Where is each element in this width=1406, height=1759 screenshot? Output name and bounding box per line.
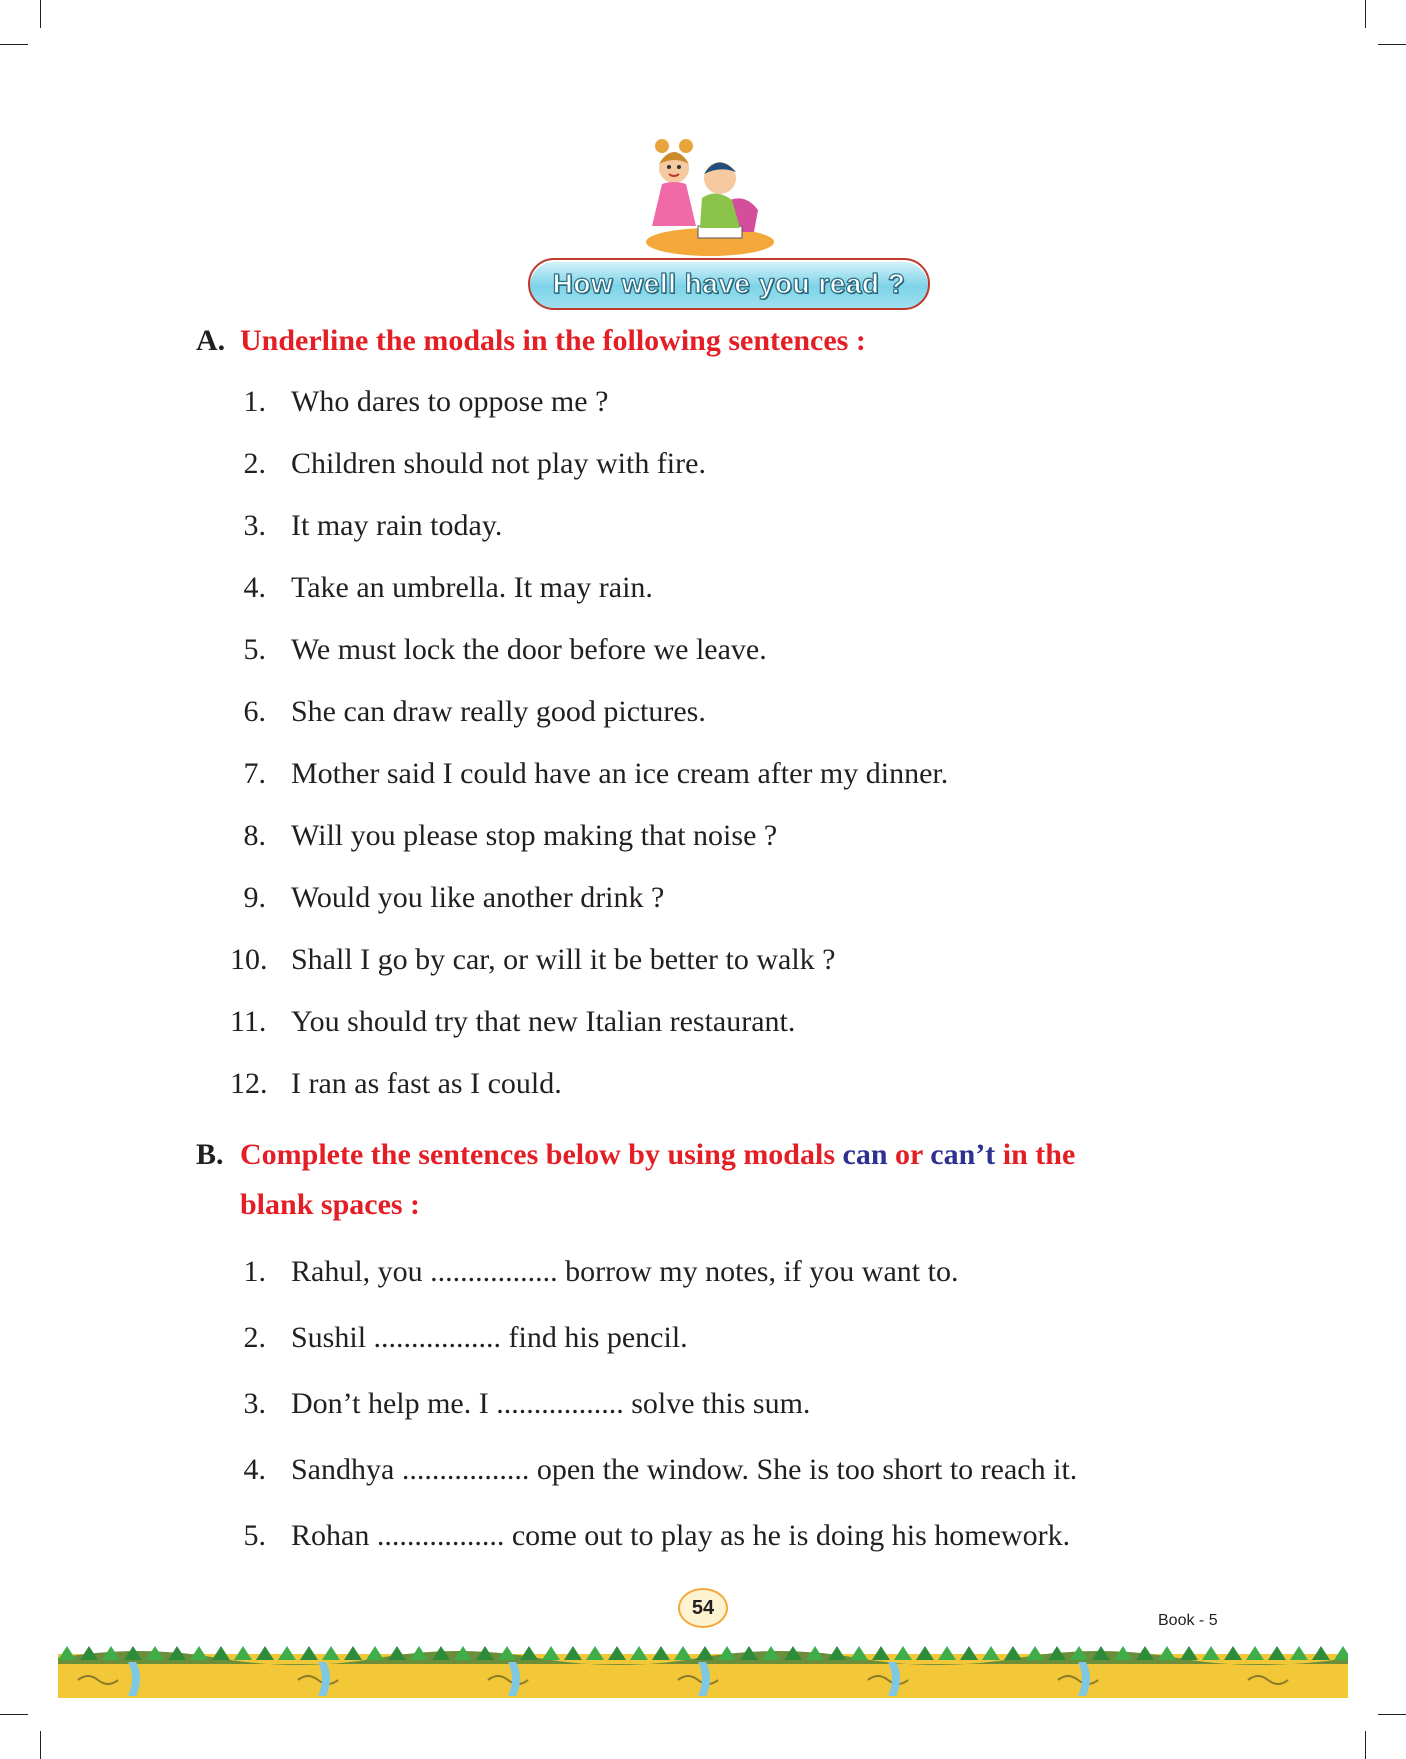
- item-number: 1.: [243, 1255, 266, 1288]
- list-item: [230, 940, 835, 980]
- page-number: 54: [678, 1588, 728, 1628]
- tree-decoration: [190, 1646, 208, 1660]
- crop-mark: [1378, 1714, 1406, 1715]
- item-number: 11.: [230, 1005, 267, 1038]
- list-item: [230, 1516, 1070, 1556]
- tree-decoration: [718, 1646, 736, 1660]
- crop-mark: [1378, 44, 1406, 45]
- list-item: [230, 568, 653, 608]
- section-a-instruction: Underline the modals in the following sentences :: [240, 324, 866, 357]
- section-b-letter: B.: [196, 1138, 224, 1171]
- item-number: 5.: [243, 1519, 266, 1552]
- tree-decoration: [586, 1646, 604, 1660]
- tree-decoration: [1004, 1646, 1022, 1660]
- crop-mark: [40, 1731, 41, 1759]
- tree-decoration: [828, 1646, 846, 1660]
- item-text: We must lock the door before we leave.: [291, 633, 767, 666]
- item-text: Don’t help me. I ................. solve this sum.: [291, 1387, 811, 1420]
- footer-landscape-decoration: [58, 1618, 1348, 1698]
- list-item: [230, 1450, 1077, 1490]
- children-reading-illustration: [640, 130, 780, 258]
- list-item: [230, 692, 706, 732]
- tree-decoration: [542, 1646, 560, 1660]
- list-item: [230, 1002, 795, 1042]
- item-number: 2.: [243, 447, 266, 480]
- list-item: [230, 878, 664, 918]
- tree-decoration: [234, 1646, 252, 1660]
- tree-decoration: [982, 1646, 1000, 1660]
- section-b-instruction-part2: in the: [995, 1138, 1076, 1171]
- list-item: [230, 1384, 810, 1424]
- item-number: 4.: [243, 1453, 266, 1486]
- section-a-heading: [196, 316, 866, 366]
- crop-mark: [0, 44, 28, 45]
- item-text: It may rain today.: [291, 509, 503, 542]
- tree-decoration: [58, 1646, 76, 1660]
- item-number: 3.: [243, 509, 266, 542]
- item-number: 9.: [243, 881, 266, 914]
- item-text: Sushil ................. find his pencil.: [291, 1321, 688, 1354]
- tree-decoration: [894, 1646, 912, 1660]
- item-text: You should try that new Italian restaurant.: [291, 1005, 796, 1038]
- crop-mark: [0, 1714, 28, 1715]
- item-text: Children should not play with fire.: [291, 447, 706, 480]
- banner-title: How well have you read ?: [552, 268, 906, 299]
- tree-decoration: [696, 1646, 714, 1660]
- item-number: 1.: [243, 385, 266, 418]
- list-item: [230, 444, 706, 484]
- list-item: [230, 1064, 562, 1104]
- tree-decoration: [520, 1646, 538, 1660]
- crop-mark: [1365, 1731, 1366, 1759]
- item-text: Mother said I could have an ice cream after my dinner.: [291, 757, 949, 790]
- item-text: Take an umbrella. It may rain.: [291, 571, 653, 604]
- tree-decoration: [322, 1646, 340, 1660]
- item-number: 4.: [243, 571, 266, 604]
- section-banner: [528, 258, 930, 310]
- tree-decoration: [388, 1646, 406, 1660]
- item-text: She can draw really good pictures.: [291, 695, 706, 728]
- item-number: 10.: [230, 943, 268, 976]
- tree-decoration: [960, 1646, 978, 1660]
- tree-decoration: [1202, 1646, 1220, 1660]
- modal-cant: can’t: [930, 1138, 996, 1171]
- list-item: [230, 816, 777, 856]
- item-text: Sandhya ................. open the window. She is too short to reach it.: [291, 1453, 1078, 1486]
- tree-decoration: [1026, 1646, 1044, 1660]
- crop-mark: [1365, 0, 1366, 28]
- section-b-heading: [196, 1130, 1075, 1230]
- list-item: [230, 1318, 688, 1358]
- tree-decoration: [344, 1646, 362, 1660]
- tree-decoration: [1246, 1646, 1264, 1660]
- section-b-instruction-part1: Complete the sentences below by using modals: [240, 1138, 843, 1171]
- tree-decoration: [300, 1646, 318, 1660]
- list-item: [230, 754, 948, 794]
- tree-decoration: [1290, 1646, 1308, 1660]
- tree-decoration: [212, 1646, 230, 1660]
- item-number: 3.: [243, 1387, 266, 1420]
- tree-decoration: [1158, 1646, 1176, 1660]
- tree-decoration: [1312, 1646, 1330, 1660]
- item-number: 2.: [243, 1321, 266, 1354]
- tree-decoration: [630, 1646, 648, 1660]
- tree-decoration: [938, 1646, 956, 1660]
- list-item: [230, 630, 767, 670]
- tree-decoration: [1224, 1646, 1242, 1660]
- tree-decoration: [366, 1646, 384, 1660]
- tree-decoration: [674, 1646, 692, 1660]
- item-text: I ran as fast as I could.: [291, 1067, 562, 1100]
- tree-decoration: [1180, 1646, 1198, 1660]
- section-a-letter: A.: [196, 324, 226, 357]
- item-number: 5.: [243, 633, 266, 666]
- item-text: Rohan ................. come out to play as he is doing his homework.: [291, 1519, 1071, 1552]
- item-text: Shall I go by car, or will it be better to walk ?: [291, 943, 836, 976]
- list-item: [230, 506, 502, 546]
- tree-decoration: [608, 1646, 626, 1660]
- list-item: [230, 382, 608, 422]
- tree-decoration: [850, 1646, 868, 1660]
- item-number: 6.: [243, 695, 266, 728]
- tree-decoration: [652, 1646, 670, 1660]
- tree-decoration: [872, 1646, 890, 1660]
- item-text: Who dares to oppose me ?: [291, 385, 609, 418]
- item-text: Rahul, you ................. borrow my notes, if you want to.: [291, 1255, 959, 1288]
- item-text: Would you like another drink ?: [291, 881, 665, 914]
- section-b-instruction-line2: blank spaces :: [240, 1188, 421, 1221]
- tree-decoration: [278, 1646, 296, 1660]
- modal-can: can: [842, 1138, 888, 1171]
- item-number: 12.: [230, 1067, 268, 1100]
- list-item: [230, 1252, 958, 1292]
- tree-decoration: [256, 1646, 274, 1660]
- crop-mark: [40, 0, 41, 28]
- tree-decoration: [1268, 1646, 1286, 1660]
- tree-decoration: [564, 1646, 582, 1660]
- tree-decoration: [916, 1646, 934, 1660]
- tree-decoration: [1334, 1646, 1348, 1660]
- item-text: Will you please stop making that noise ?: [291, 819, 778, 852]
- item-number: 8.: [243, 819, 266, 852]
- book-label: Book - 5: [1158, 1612, 1218, 1629]
- item-number: 7.: [243, 757, 266, 790]
- section-b-instruction-or: or: [887, 1138, 931, 1171]
